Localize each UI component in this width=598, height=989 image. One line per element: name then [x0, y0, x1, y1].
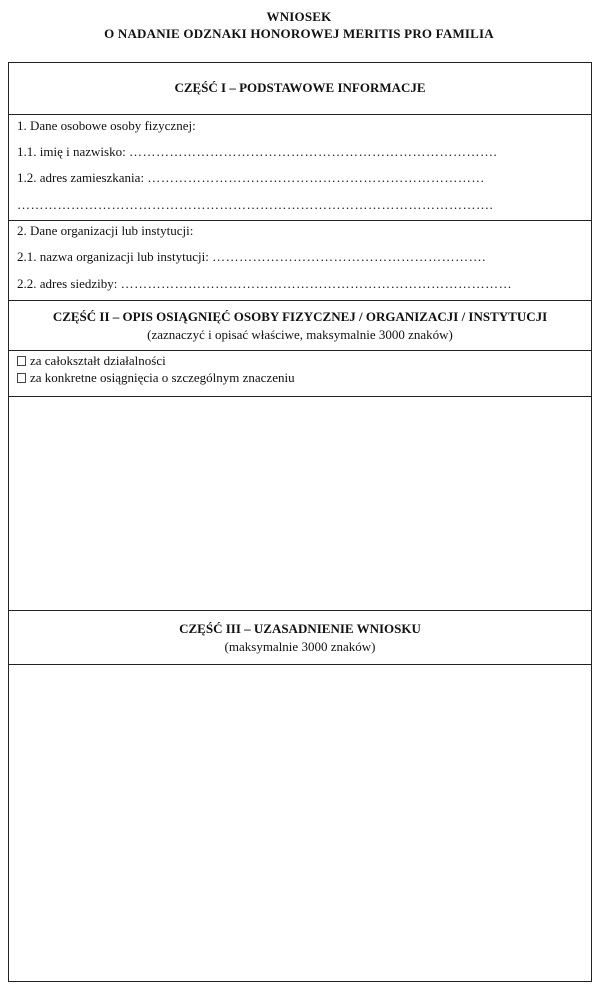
name-row	[17, 144, 583, 160]
seat-field[interactable]: ……………………………………………………………………………	[120, 276, 513, 291]
org-heading: 2. Dane organizacji lub instytucji:	[17, 223, 194, 238]
address-row-2	[17, 197, 583, 213]
divider	[9, 114, 591, 115]
form-frame	[8, 62, 592, 982]
org-name-row	[17, 249, 583, 265]
name-label: 1.1. imię i nazwisko:	[17, 144, 126, 159]
checkbox-overall[interactable]	[17, 356, 26, 366]
seat-label: 2.2. adres siedziby:	[17, 276, 118, 291]
part2-subtitle: (zaznaczyć i opisać właściwe, maksymalnie 3000 znaków)	[147, 327, 453, 342]
part3-title: CZĘŚĆ III – UZASADNIENIE WNIOSKU	[179, 621, 421, 636]
divider	[9, 610, 591, 611]
divider	[9, 220, 591, 221]
part2-description-area[interactable]	[9, 397, 591, 609]
address-field[interactable]: …………………………………………………………………	[147, 170, 485, 185]
part1-title: CZĘŚĆ I – PODSTAWOWE INFORMACJE	[174, 80, 426, 95]
option1-label: za całokształt działalności	[30, 353, 166, 368]
divider	[9, 350, 591, 351]
checkbox-specific[interactable]	[17, 373, 26, 383]
address-label: 1.2. adres zamieszkania:	[17, 170, 145, 185]
part3-subtitle: (maksymalnie 3000 znaków)	[224, 639, 376, 654]
org-name-label: 2.1. nazwa organizacji lub instytucji:	[17, 249, 209, 264]
seat-row	[17, 276, 583, 292]
address-row	[17, 170, 583, 186]
divider	[9, 300, 591, 301]
name-field[interactable]: ……………………………………………………………………….	[128, 144, 498, 159]
option-row-2	[17, 370, 583, 386]
org-name-field[interactable]: …………………………………………………….	[212, 249, 486, 264]
document-title: WNIOSEK	[266, 9, 332, 24]
part2-title: CZĘŚĆ II – OPIS OSIĄGNIĘĆ OSOBY FIZYCZNEJ / ORGANIZACJI / INSTYTUCJI	[52, 309, 548, 324]
option2-label: za konkretne osiągnięcia o szczególnym znaczeniu	[30, 370, 295, 385]
address-field-2[interactable]: …………………………………………………………………………………………….	[17, 197, 494, 212]
option-row-1	[17, 353, 583, 369]
document-subtitle: O NADANIE ODZNAKI HONOROWEJ MERITIS PRO FAMILIA	[104, 26, 494, 41]
part3-justification-area[interactable]	[9, 665, 591, 981]
person-heading: 1. Dane osobowe osoby fizycznej:	[17, 118, 196, 133]
